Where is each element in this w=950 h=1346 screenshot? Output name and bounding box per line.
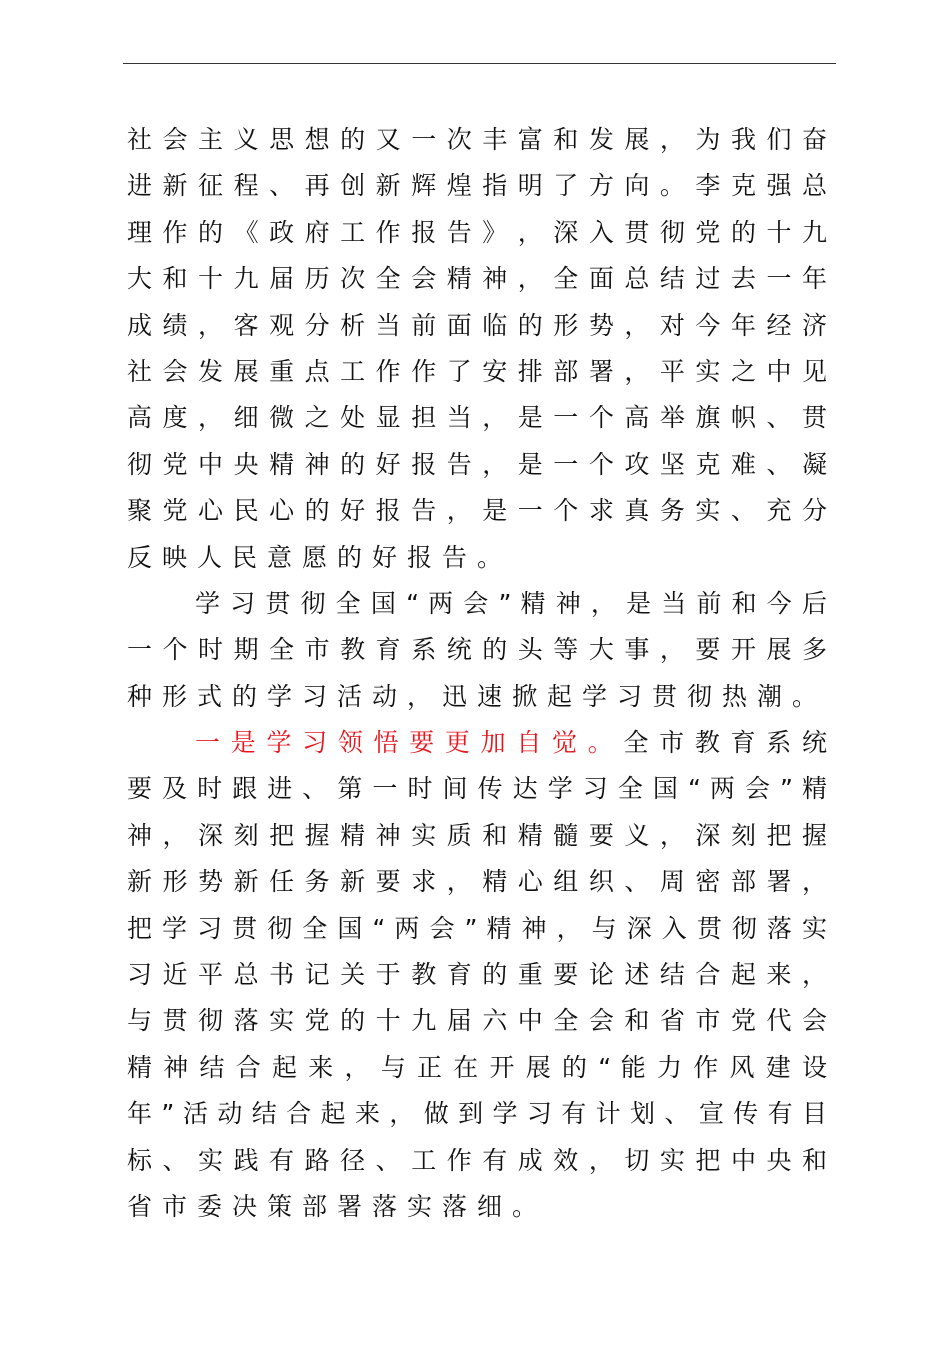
text-line: 神 ， 深 刻 把 握 精 神 实 质 和 精 髓 要 义 ， 深 刻 把 握 [127, 820, 827, 850]
text-line: 省市委决策部署落实落细。 [127, 1191, 548, 1221]
text-line: 成 绩 ， 客 观 分 析 当 前 面 临 的 形 势 ， 对 今 年 经 济 [127, 310, 827, 340]
paragraph-1 [127, 117, 827, 581]
text-line: 彻 党 中 央 精 神 的 好 报 告 ， 是 一 个 攻 坚 克 难 、 凝 [127, 449, 827, 479]
paragraph-3 [127, 720, 827, 1230]
paragraph-2 [127, 581, 827, 720]
text-line: 年 ” 活 动 结 合 起 来 ， 做 到 学 习 有 计 划 、 宣 传 有 目 [127, 1099, 827, 1129]
text-line: 种形式的学习活动，迅速掀起学习贯彻热潮。 [127, 681, 827, 711]
text-line: 大 和 十 九 届 历 次 全 会 精 神 ， 全 面 总 结 过 去 一 年 [127, 264, 827, 294]
text-line: 反映人民意愿的好报告。 [127, 542, 513, 572]
text-line: 一 个 时 期 全 市 教 育 系 统 的 头 等 大 事 ， 要 开 展 多 [127, 635, 827, 665]
text-line: 高 度 ， 细 微 之 处 显 担 当 ， 是 一 个 高 举 旗 帜 、 贯 [127, 403, 827, 433]
text-line: 聚 党 心 民 心 的 好 报 告 ， 是 一 个 求 真 务 实 、 充 分 [127, 496, 827, 526]
header-rule [123, 63, 836, 64]
text-line: 新 形 势 新 任 务 新 要 求 ， 精 心 组 织 、 周 密 部 署 ， [127, 867, 827, 897]
text-line: 社 会 发 展 重 点 工 作 作 了 安 排 部 署 ， 平 实 之 中 见 [127, 356, 827, 386]
document-body [127, 117, 827, 1230]
text-line: 标 、 实 践 有 路 径 、 工 作 有 成 效 ， 切 实 把 中 央 和 [127, 1145, 827, 1175]
heading-line-rest: 全 市 教 育 系 统 [623, 728, 827, 758]
text-line: 要 及 时 跟 进 、 第 一 时 间 传 达 学 习 全 国 “ 两 会 ” 精 [127, 774, 827, 804]
text-line: 习 近 平 总 书 记 关 于 教 育 的 重 要 论 述 结 合 起 来 ， [127, 960, 827, 990]
text-line: 社 会 主 义 思 想 的 又 一 次 丰 富 和 发 展 ， 为 我 们 奋 [127, 125, 827, 154]
text-line: 理 作 的 《 政 府 工 作 报 告 》 ， 深 入 贯 彻 党 的 十 九 [127, 217, 827, 247]
text-line: 与 贯 彻 落 实 党 的 十 九 届 六 中 全 会 和 省 市 党 代 会 [127, 1006, 827, 1036]
text-line: 把 学 习 贯 彻 全 国 “ 两 会 ” 精 神 ， 与 深 入 贯 彻 落 实 [127, 913, 827, 943]
text-line: 学 习 贯 彻 全 国 “ 两 会 ” 精 神 ， 是 当 前 和 今 后 [195, 588, 827, 618]
text-line: 进 新 征 程 、 再 创 新 辉 煌 指 明 了 方 向 。 李 克 强 总 [127, 171, 827, 201]
text-line: 精 神 结 合 起 来 ， 与 正 在 开 展 的 “ 能 力 作 风 建 设 [127, 1052, 827, 1082]
section-heading: 一 是 学 习 领 悟 要 更 加 自 觉 。 [195, 728, 615, 758]
text-line [127, 720, 827, 766]
